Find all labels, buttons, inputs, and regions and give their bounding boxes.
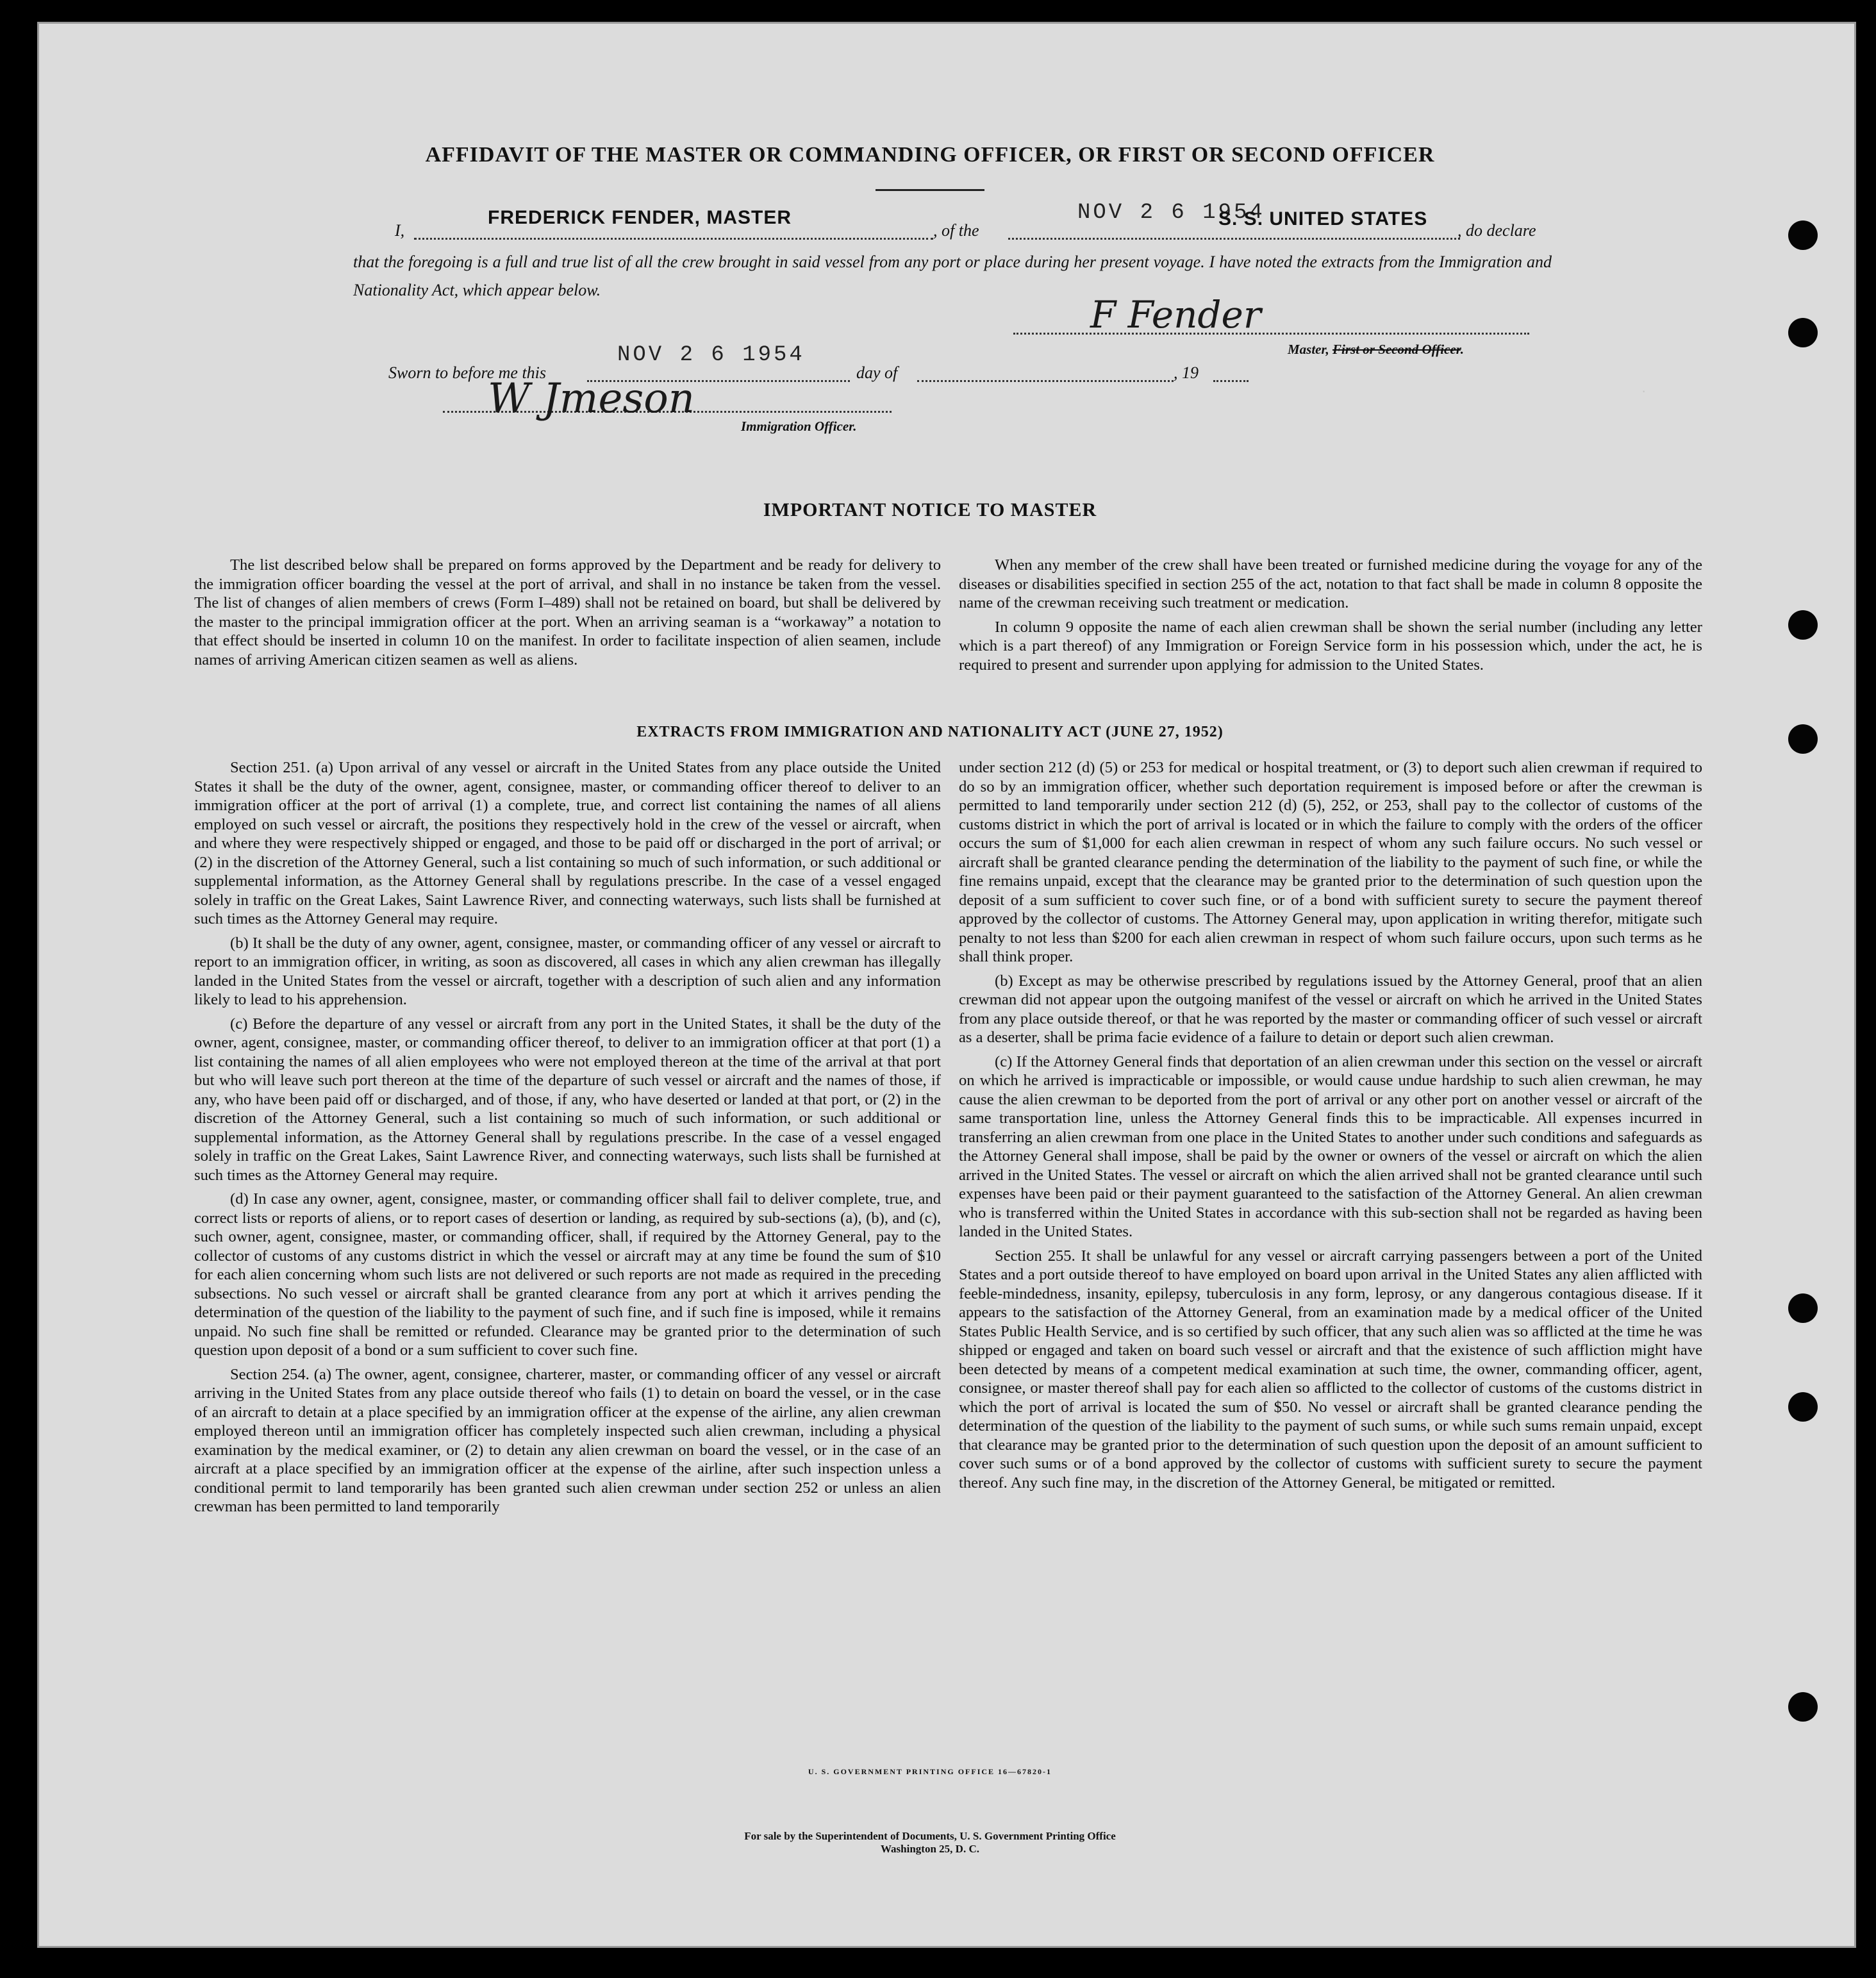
declaration-prefix: I, [395,221,405,240]
notice-heading: IMPORTANT NOTICE TO MASTER [763,499,1097,520]
sworn-date-stamp: NOV 2 6 1954 [617,343,805,367]
master-signature: F Fender [1090,293,1261,337]
year-line [1213,380,1249,382]
section-254-b: (b) Except as may be otherwise prescribed by regulations issued by the Attorney General, proof that an alien crewman did not appear upon the outgoing manifest of the vessel or aircraft on which he arrived in the United States from any place outside thereof, or that he was reported by the master or commanding officer of such vessel or aircraft as a deserter, shall be prima facie evidence of a failure to detain or deport such alien crewman. [959,972,1702,1046]
of-the-label: , of the [933,221,979,240]
extracts-heading: EXTRACTS FROM IMMIGRATION AND NATIONALITY ACT (JUNE 27, 1952) [636,724,1224,740]
affidavit-title: AFFIDAVIT OF THE MASTER OR COMMANDING OFFICER, OR FIRST OR SECOND OFFICER [425,143,1435,167]
master-caption-period: . [1460,342,1464,357]
master-caption-struck: First or Second Officer [1332,342,1461,357]
punch-hole [1788,724,1818,754]
master-caption-text: Master, [1288,342,1329,357]
vessel-line [1008,238,1460,240]
punch-hole [1788,1392,1818,1422]
sworn-label: Sworn to before me this [388,363,547,382]
notice-right-column [959,556,1702,674]
footer-line-2: Washington 25, D. C. [881,1843,979,1855]
declaration-date-stamp: NOV 2 6 1954 [1077,201,1265,225]
master-caption [1288,342,1464,358]
notice-right-paragraph: When any member of the crew shall have been treated or furnished medicine during the voyage for any of the diseases or disabilities specified in section 255 of the act, notation to that fact shall be made in column 8 opposite the name of the crewman receiving such treatment or medication. [959,556,1702,611]
month-line [917,380,1174,382]
do-declare-label: , do declare [1457,221,1536,240]
declaration-statement: that the foregoing is a full and true list of all the crew brought in said vessel from any port or place during her present voyage. I have noted the extracts from the Immigration and Nationality Act, which appear below. [353,253,1552,299]
notice-right-paragraph: In column 9 opposite the name of each alien crewman shall be shown the serial number (including any letter which is a part thereof) of any Immigration or Foreign Service form in his possession which, under the act, he is required to present and surrender upon applying for admission to the United States. [959,618,1702,674]
section-251-b: (b) It shall be the duty of any owner, agent, consignee, master, or commanding officer of any vessel or aircraft to report to an immigration officer, in writing, as soon as discovered, all cases in which any alien crewman has illegally landed in the United States from the vessel or aircraft, together with a description of such alien and any information likely to lead to his apprehension. [194,934,941,1008]
section-254-a-continued: under section 212 (d) (5) or 253 for medical or hospital treatment, or (3) to deport such alien crewman if required to do so by an immigration officer, whether such deportation requirement is imposed before or after the crewman is permitted to land temporarily under section 212 (d) (5), 252, or 253, shall pay to the collector of customs of the customs district in which the port of arrival is located or in which the failure to comply with the orders of the officer occurs the sum of $1,000 for each alien crewman in respect of whom any such failure occurs. No such vessel or aircraft shall be granted clearance pending the determination of the liability to the payment of such fine, or while the fine remains unpaid, except that the clearance may be granted prior to the determination of such question upon the deposit of a sum sufficient to cover such fine, or of a bond with sufficient surety to secure the payment thereof approved by the collector of customs. The Attorney General may, upon application in writing therefor, mitigate such penalty to not less than $200 for each alien crewman in respect of whom such failure occurs, upon such terms as he shall think proper. [959,759,1702,965]
title-rule [876,189,984,191]
day-of-label: day of [856,363,898,382]
section-254-a: Section 254. (a) The owner, agent, consignee, charterer, master, or commanding officer of any vessel or aircraft arriving in the United States from any place outside thereof who fails (1) to detain on board the vessel, or in the case of an aircraft to detain at a place specified by an immigration officer at the expense of the airline, any alien crewman employed thereon until an immigration officer has completely inspected such alien crewman, including a physical examination by the medical examiner, or (2) to detain any alien crewman on board the vessel, or in the case of an aircraft at a place specified by an immigration officer at the expense of the airline, after such inspection unless a conditional permit to land temporarily has been granted such alien crewman under section 252 or unless an alien crewman has been permitted to land temporarily [194,1365,941,1515]
punch-hole [1788,1293,1818,1323]
officer-signature: W Jmeson [488,375,695,422]
officer-caption: Immigration Officer. [741,419,857,434]
footer-line-1: For sale by the Superintendent of Documents, U. S. Government Printing Office [744,1830,1116,1842]
punch-hole [1788,220,1818,250]
punch-hole [1788,318,1818,347]
section-251-d: (d) In case any owner, agent, consignee, master, or commanding officer shall fail to deliver complete, true, and correct lists or reports of aliens, or to report cases of desertion or landing, as required by sub-sections (a), (b), and (c), such owner, agent, consignee, master, or commanding officer, shall, if required by the Attorney General, pay to the collector of customs of any customs district in which the vessel or aircraft may at any time be found the sum of $10 for each alien concerning whom such lists are not delivered or such reports are not made as required in the preceding subsections. No such vessel or aircraft shall be granted clearance from any port at which it arrives pending the determination of the question of the liability to the payment of such fine, and if such fine is imposed, while it remains unpaid. No such fine shall be remitted or refunded. Clearance may be granted prior to the determination of such question upon deposit of a bond or a sum sufficient to cover such fine. [194,1190,941,1359]
declarant-name: FREDERICK FENDER, MASTER [488,207,792,228]
extracts-right-column [959,758,1702,1492]
extracts-left-column [194,758,941,1517]
section-254-c: (c) If the Attorney General finds that deportation of an alien crewman under this section on the vessel or aircraft on which he arrived is impracticable or impossible, or would cause undue hardship to such alien crewman, he may cause the alien crewman to be deported from the port of arrival or any other port on another vessel or aircraft of the same transportation line, unless the Attorney General finds this to be impracticable. All expenses incurred in transferring an alien crewman from one place in the United States to another under such conditions and safeguards as the Attorney General shall impose, shall be paid by the owner or owners of the vessel or aircraft on which the alien arrived in the United States. The vessel or aircraft on which the alien arrived shall not be granted clearance until such expenses have been paid or their payment guaranteed to the satisfaction of the Attorney General. An alien crewman who is transferred within the United States in accordance with this sub-section shall not be regarded as having been landed in the United States. [959,1052,1702,1240]
notice-left-paragraph: The list described below shall be prepared on forms approved by the Department and be ready for delivery to the immigration officer boarding the vessel at the port of arrival, and shall in no instance be taken from the vessel. The list of changes of alien members of crews (Form I–489) shall not be retained on board, but shall be delivered by the master to the principal immigration officer at the port. When an arriving seaman is a “workaway” a notation to that effect should be inserted in column 10 on the manifest. In order to facilitate inspection of alien seamen, include names of arriving American citizen seamen as well as aliens. [194,556,941,669]
punch-hole [1788,610,1818,640]
notice-left-column [194,556,941,669]
affidavit-form-sheet: · AFFIDAVIT OF THE MASTER OR COMMANDING OFFICER, OR FIRST OR SECOND OFFICER I, FREDERICK FENDER, MASTER , of the NOV 2 6 1954 S. S. UNITED STATES , do declare that the foregoing is a full and true list of all the crew brought in said vessel from any port or place during her present voyage. I have noted the extracts from the Immigration and Nationality Act, which appear below. F Fender Master, First or Second Officer. Sworn to before me this NOV 2 6 1954 day of , 19 W Jmeson Immigration Officer. IMPORTANT NOTICE TO MASTER The list described below shall be prepared on forms approved by the Department and be ready for delivery to the immigration officer boarding the vessel at the port of arrival, and shall in no instance be taken from the vessel. The list of changes of alien members of crews (Form I–489) shall not be retained on board, but shall be delivered by the master to the principal immigration officer at the port. When an arriving seaman is a “workaway” a notation to that effect should be inserted in column 10 on the manifest. In order to facilitate inspection of alien seamen, include names of arriving American citizen seamen as well as aliens. When any member of the crew shall have been treated or furnished medicine during the voyage for any of the diseases or disabilities specified in section 255 of the act, notation to that fact shall be made in column 8 opposite the name of the crewman receiving such treatment or medication. In column 9 opposite the name of each alien crewman shall be shown the serial number (including any letter which is a part thereof) of any Immigration or Foreign Service form in his possession which, under the act, he is required to present and surrender upon applying for admission to the United States. EXTRACTS FROM IMMIGRATION AND NATIONALITY ACT (JUNE 27, 1952) Section 251. (a) Upon arrival of any vessel or aircraft in the United States from any place outside the United States it shall be the duty of the owner, agent, consignee, master, or commanding officer thereof to deliver to an immigration officer at the port of arrival (1) a complete, true, and correct list containing the names of all aliens employed on such vessel or aircraft, the positions they respectively hold in the crew of the vessel or aircraft, when and where they were respectively shipped or engaged, and those to be paid off or discharged in the port of arrival; or (2) in the discretion of the Attorney General, such a list containing so much of such information, or such additional or supplemental information, as the Attorney General shall by regulations prescribe. In the case of a vessel engaged solely in traffic on the Great Lakes, Saint Lawrence River, and connecting waterways, such lists shall be furnished at such times as the Attorney General may require. (b) It shall be the duty of any owner, agent, consignee, master, or commanding officer of any vessel or aircraft to report to an immigration officer, in writing, as soon as discovered, all cases in which any alien crewman has illegally landed in the United States from the vessel or aircraft, together with a description of such alien and any information likely to lead to his apprehension. (c) Before the departure of any vessel or aircraft from any port in the United States, it shall be the duty of the owner, agent, consignee, master, or commanding officer thereof, to deliver to an immigration officer at that port (1) a list containing the names of all alien employees who were not employed thereon at the time of the arrival at that port but who will leave such port thereon at the time of the departure of such vessel or aircraft and the names of those, if any, who have been paid off or discharged, and of those, if any, who have deserted or landed at that port, or (2) in the discretion of the Attorney General, such a list containing so much of such information, or such additional or supplemental information, as the Attorney General shall by regulations prescribe. In the case of a vessel engaged solely in traffic on the Great Lakes, Saint Lawrence River, and connecting waterways, such lists shall be furnished at such times as the Attorney General may require. (d) In case any owner, agent, consignee, master, or commanding officer shall fail to deliver complete, true, and correct lists or reports of aliens, or to report cases of desertion or landing, as required by sub-sections (a), (b), and (c), such owner, agent, consignee, master, or commanding officer, shall, if required by the Attorney General, pay to the collector of customs of any customs district in which the vessel or aircraft may at any time be found the sum of $10 for each alien concerning whom such lists are not delivered or such reports are not made as required in the preceding subsections. No such vessel or aircraft shall be granted clearance from any port at which it arrives pending the determination of the question of the liability to the payment of such fine, and if such fine is imposed, while it remains unpaid. No such fine shall be remitted or refunded. Clearance may be granted prior to the determination of such question upon deposit of a bond or a sum sufficient to cover such fine. Section 254. (a) The owner, agent, consignee, charterer, master, or commanding officer of any vessel or aircraft arriving in the United States from any place outside thereof who fails (1) to detain on board the vessel, or in the case of an aircraft to detain at a place specified by an immigration officer at the expense of the airline, any alien crewman employed thereon until an immigration officer has completely inspected such alien crewman, including a physical examination by the medical examiner, or (2) to detain any alien crewman on board the vessel, or in the case of an aircraft at a place specified by an immigration officer at the expense of the airline, after such inspection unless a conditional permit to land temporarily has been granted such alien crewman under section 252 or unless an alien crewman has been permitted to land temporarily under section 212 (d) (5) or 253 for medical or hospital treatment, or (3) to deport such alien crewman if required to do so by an immigration officer, whether such deportation requirement is imposed before or after the crewman is permitted to land temporarily under section 212 (d) (5), 252, or 253, shall pay to the collector of customs of the customs district in which the port of arrival is located or in which the failure to comply with the orders of the officer occurs the sum of $1,000 for each alien crewman in respect of whom any such failure occurs. No such vessel or aircraft shall be granted clearance pending the determination of the liability to the payment of such fine, or while the fine remains unpaid, except that the clearance may be granted prior to the determination of such question upon the deposit of a sum sufficient to cover such fine, or of a bond with sufficient surety to secure the payment thereof approved by the collector of customs. The Attorney General may, upon application in writing therefor, mitigate such penalty to not less than $200 for each alien crewman in respect of whom such failure occurs, upon such terms as he shall think proper. (b) Except as may be otherwise prescribed by regulations issued by the Attorney General, proof that an alien crewman did not appear upon the outgoing manifest of the vessel or aircraft on which he arrived in the United States from any place outside thereof, or that he was reported by the master or commanding officer of such vessel or aircraft as a deserter, shall be prima facie evidence of a failure to detain or deport such alien crewman. (c) If the Attorney General finds that deportation of an alien crewman under this section on the vessel or aircraft on which he arrived is impracticable or impossible, or would cause undue hardship to such alien crewman, he may cause the alien crewman to be deported from the port of arrival or any other port on another vessel or aircraft of the same transportation line, unless the Attorney General finds this to be impracticable. All expenses incurred in transferring an alien crewman from one place in the United States to another under such conditions and safeguards as the Attorney General shall impose, shall be paid by the owner or owners of the vessel or aircraft on which the alien arrived in the United States. The vessel or aircraft on which the alien arrived shall not be granted clearance until such expenses have been paid or their payment guaranteed to the satisfaction of the Attorney General. An alien crewman who is transferred within the United States in accordance with this sub-section shall not be regarded as having been landed in the United States. Section 255. It shall be unlawful for any vessel or aircraft carrying passengers between a port of the United States and a port outside thereof to have employed on board upon arrival in the United States any alien afflicted with feeble-mindedness, insanity, epilepsy, tuberculosis in any form, leprosy, or any dangerous contagious disease. If it appears to the satisfaction of the Attorney General, from an examination made by a medical officer of the United States Public Health Service, and is so certified by such officer, that any such alien was so afflicted at the time he was shipped or engaged and taken on board such vessel or aircraft and that the existence of such affliction might have been detected by means of a competent medical examination at such time, the owner, commanding officer, agent, consignee, or master thereof shall pay for each alien so afflicted to the collector of customs of the customs district in which the port of arrival is located the sum of $50. No vessel or aircraft shall be granted clearance pending the determination of the question of the liability to the payment of such sums, or while such sums remain unpaid, except that clearance may be granted prior to the determination of such question upon the deposit of an amount sufficient to cover such sums or of a bond approved by the collector of customs with sufficient surety to secure the payment thereof. Any such fine may, in the discretion of the Attorney General, be mitigated or remitted. U. S. GOVERNMENT PRINTING OFFICE 16—67820-1 For sale by the Superintendent of Documents, U. S. Government Printing Office Washington 25, D. C. [37,22,1856,1948]
section-251-c: (c) Before the departure of any vessel or aircraft from any port in the United States, it shall be the duty of the owner, agent, consignee, master, or commanding officer thereof, to deliver to an immigration officer at that port (1) a list containing the names of all alien employees who were not employed thereon at the time of the arrival at that port but who will leave such port thereon at the time of the departure of such vessel or aircraft and the names of those, if any, who have been paid off or discharged, and of those, if any, who have deserted or landed at that port, or (2) in the discretion of the Attorney General, such a list containing so much of such information, or such additional or supplemental information, as the Attorney General shall by regulations prescribe. In the case of a vessel engaged solely in traffic on the Great Lakes, Saint Lawrence River, and connecting waterways, such lists shall be furnished at such times as the Attorney General may require. [194,1015,941,1184]
section-255: Section 255. It shall be unlawful for any vessel or aircraft carrying passengers between a port of the United States and a port outside thereof to have employed on board upon arrival in the United States any alien afflicted with feeble-mindedness, insanity, epilepsy, tuberculosis in any form, leprosy, or any dangerous contagious disease. If it appears to the satisfaction of the Attorney General, from an examination made by a medical officer of the United States Public Health Service, and is so certified by such officer, that any such alien was so afflicted at the time he was shipped or engaged and taken on board such vessel or aircraft and that the existence of such affliction might have been detected by means of a competent medical examination at such time, the owner, commanding officer, agent, consignee, or master thereof shall pay for each alien so afflicted to the collector of customs of the customs district in which the port of arrival is located the sum of $50. No vessel or aircraft shall be granted clearance pending the determination of the question of the liability to the payment of such sums, or while such sums remain unpaid, except that clearance may be granted prior to the determination of such question upon the deposit of an amount sufficient to cover such sums or of a bond approved by the collector of customs with sufficient surety to secure the payment thereof. Any such fine may, in the discretion of the Attorney General, be mitigated or remitted. [959,1247,1702,1492]
sale-footer [39,1830,1821,1856]
declarant-line [414,238,933,240]
section-251-a: Section 251. (a) Upon arrival of any vessel or aircraft in the United States from any place outside the United States it shall be the duty of the owner, agent, consignee, master, or commanding officer thereof to deliver to an immigration officer at the port of arrival (1) a complete, true, and correct list containing the names of all aliens employed on such vessel or aircraft, the positions they respectively hold in the crew of the vessel or aircraft, when and where they were respectively shipped or engaged, and those to be paid off or discharged in the port of arrival; or (2) in the discretion of the Attorney General, such a list containing so much of such information, or such additional or supplemental information, as the Attorney General shall by regulations prescribe. In the case of a vessel engaged solely in traffic on the Great Lakes, Saint Lawrence River, and connecting waterways, such lists shall be furnished at such times as the Attorney General may require. [194,759,941,927]
vessel-name: S. S. UNITED STATES [1218,208,1428,229]
year-prefix: , 19 [1174,363,1199,382]
printer-line: U. S. GOVERNMENT PRINTING OFFICE 16—67820-1 [808,1767,1052,1776]
punch-hole [1788,1692,1818,1722]
